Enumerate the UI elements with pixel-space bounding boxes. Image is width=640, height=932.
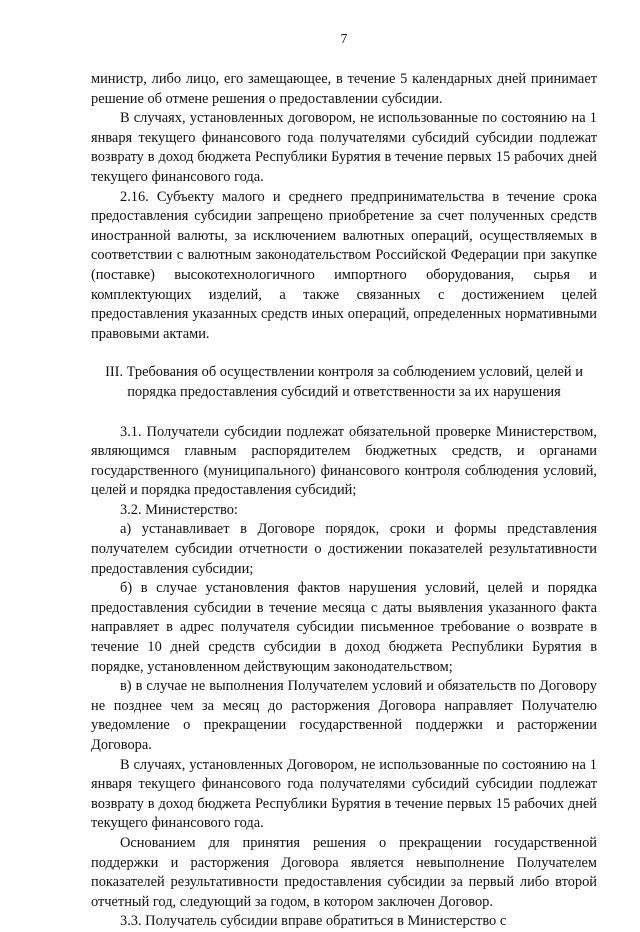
paragraph-3-2-b: б) в случае установления фактов нарушения условий, целей и порядка предоставления субсидии в течение месяца с даты выявления указанного факта направляет в адрес получателя субсидии письменное требование о возврате в течение 10 дней средств субсидии в доход бюджета Республики Бурятия в порядке, установленном действующим законодательством; (91, 580, 597, 675)
paragraph-3-3: 3.3. Получатель субсидии вправе обратиться в Министерство с (120, 913, 507, 930)
paragraph-continuation: министр, либо лицо, его замещающее, в течение 5 календарных дней принимает решение об отмене решения о предоставлении субсидии. (91, 71, 597, 107)
paragraph-3-1: 3.1. Получатели субсидии подлежат обязательной проверке Министерством, являющимся главным распорядителем бюджетных средств, и органами государственного (муниципального) финансового контроля соблюдения условий, целей и порядка предоставления субсидий; (91, 423, 597, 499)
paragraph-2-16: 2.16. Субъекту малого и среднего предпринимательства в течение срока предоставления субсидии запрещено приобретение за счет полученных средств иностранной валюты, за исключением валютных операций, осуществляемых в соответствии с валютным законодательством Российской Федерации при закупке (поставке) высокотехнологичного импортного оборудования, сырья и комплектующих изделий, а также связанных с достижением целей предоставления указанных средств иных операций, определенных нормативными правовыми актами. (91, 188, 597, 342)
spacer (91, 403, 597, 423)
paragraph-unused-subsidy-return: В случаях, установленных договором, не использованные по состоянию на 1 января текущего финансового года получателями субсидий субсидии подлежат возврату в доход бюджета Республики Бурятия в течение первых 15 рабочих дней текущего финансового года. (91, 110, 597, 185)
spacer (91, 344, 597, 363)
paragraph-unused-subsidy-return-2: В случаях, установленных Договором, не использованные по состоянию на 1 января текущего финансового года получателями субсидий субсидии подлежат возврату в доход бюджета Республики Бурятия в течение первых 15 рабочих дней текущего финансового года. (91, 756, 597, 832)
paragraph-3-2-v: в) в случае не выполнения Получателем условий и обязательств по Договору не позднее чем за месяц до расторжения Договора направляет Получателю уведомление о прекращении государственной поддержки и расторжении Договора. (91, 678, 597, 753)
page-number: 7 (340, 31, 348, 46)
document-page (91, 30, 597, 932)
paragraph-3-2-a: а) устанавливает в Договоре порядок, сроки и формы представления получателем субсидии отчетности о достижении показателей результативности предоставления субсидии; (91, 521, 597, 577)
section-heading-iii: III. Требования об осуществлении контроля за соблюдением условий, целей и порядка предоставления субсидий и ответственности за их нарушения (105, 364, 583, 400)
paragraph-termination-grounds: Основанием для принятия решения о прекращении государственной поддержки и расторжения Договора является невыполнение Получателем показателей результативности предоставления субсидии за первый либо второй отчетный год, следующий за годом, в котором заключен Договор. (91, 834, 597, 910)
paragraph-3-2: 3.2. Министерство: (120, 501, 238, 518)
